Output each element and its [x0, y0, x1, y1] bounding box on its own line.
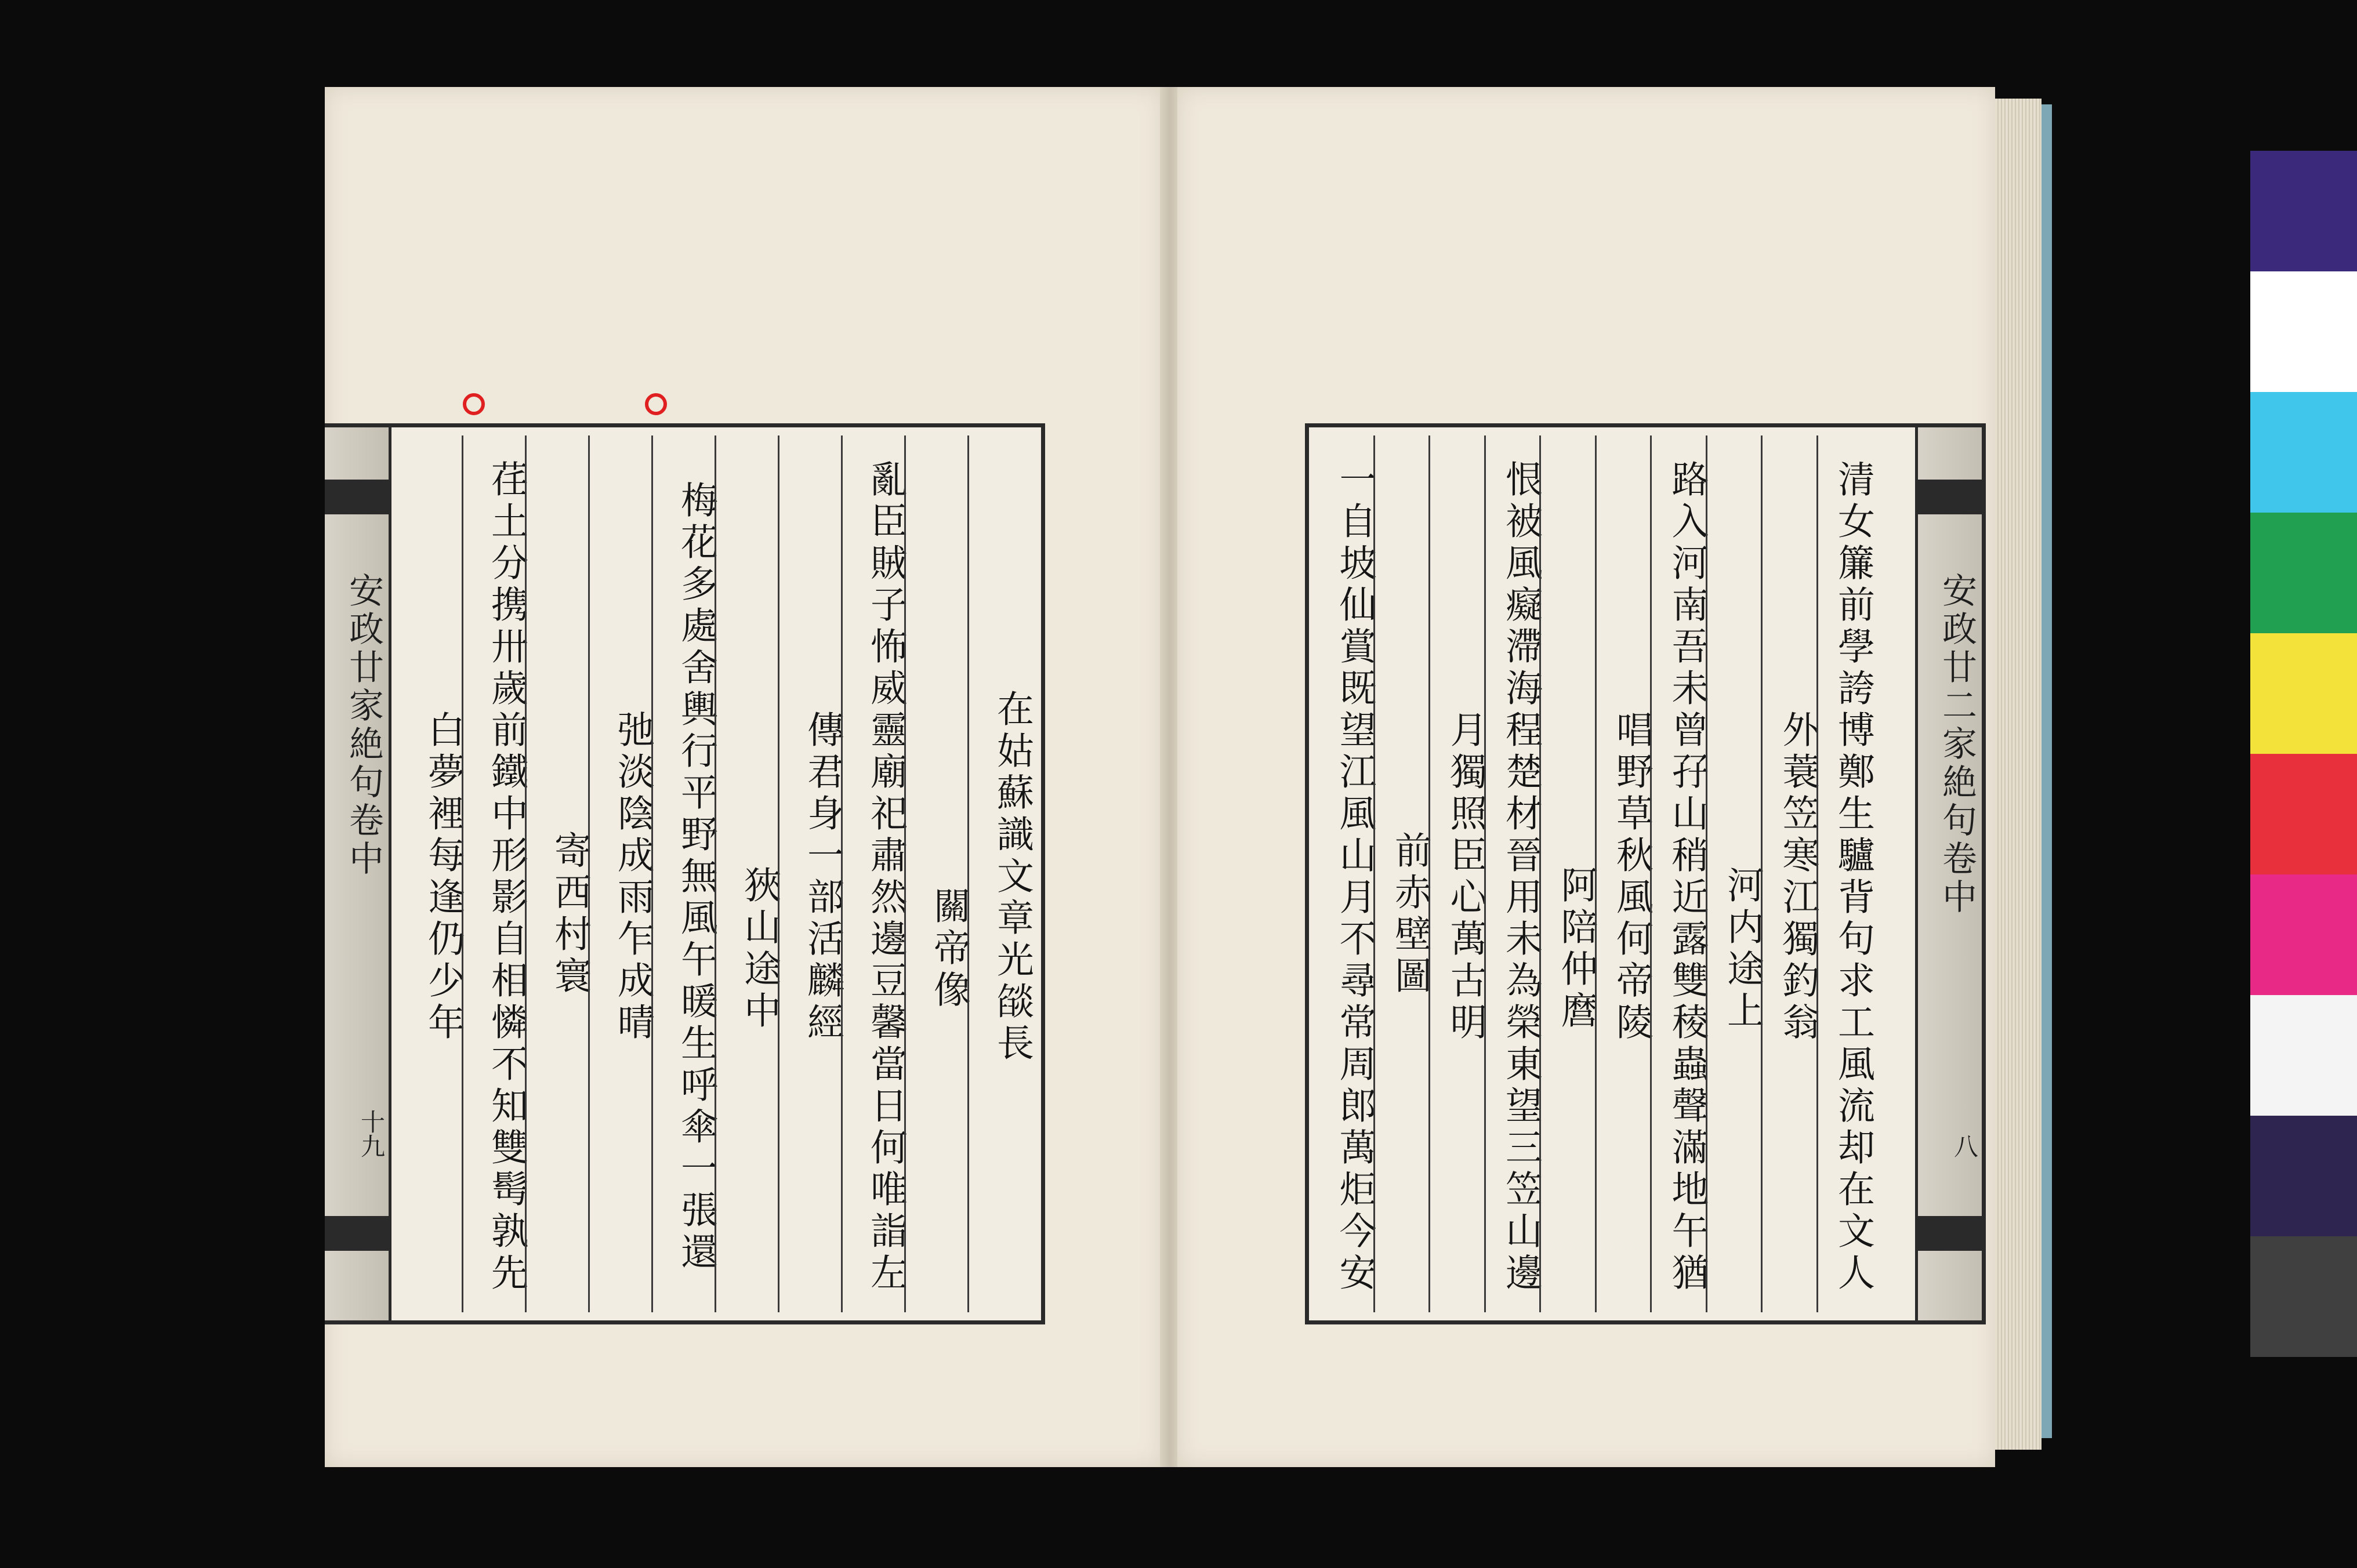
- text-column: 白夢裡每逢仍少年: [422, 710, 465, 1044]
- left-margin-strip: [325, 427, 391, 1320]
- book-spread: [325, 87, 2076, 1467]
- left-margin-title: 安政廿家絶句卷中: [343, 572, 384, 879]
- text-column: 傳君身一部活麟經: [778, 435, 841, 1312]
- right-page-number: 八: [1950, 1134, 1979, 1158]
- cover-edge: [2041, 104, 2052, 1438]
- color-swatch: [2250, 1236, 2357, 1357]
- red-circle-mark: [463, 393, 485, 415]
- poem-title: 河内途上: [1706, 435, 1761, 1312]
- color-swatch: [2250, 633, 2357, 754]
- poem-title: 前赤壁圖: [1373, 435, 1429, 1312]
- color-swatch: [2250, 392, 2357, 513]
- left-text-frame: [325, 423, 1045, 1324]
- text-column: 清女簾前學誇博鄭生驢背句求工風流却在文人: [1816, 435, 1872, 1312]
- text-column: 荏土分携卅歲前鐵中形影自相憐不知雙髩孰先: [462, 435, 525, 1312]
- book-gutter: [1160, 87, 1180, 1467]
- poem-title: 狹山途中: [715, 435, 778, 1312]
- color-swatch: [2250, 874, 2357, 995]
- fishtail-bottom-mark: [325, 1216, 389, 1251]
- fishtail-top-mark: [325, 480, 389, 514]
- right-margin-title: 安政廿二家絶句卷中: [1937, 572, 1977, 917]
- text-column: 在姑蘇識文章光燄長: [967, 435, 1031, 1312]
- text-column: 唱野草秋風何帝陵: [1595, 435, 1651, 1312]
- text-column: 外蓑笠寒江獨釣翁: [1761, 435, 1816, 1312]
- right-text-frame: [1305, 423, 1986, 1324]
- text-column: 月獨照臣心萬古明: [1428, 435, 1484, 1312]
- text-column: 梅花多處舍輿行平野無風午暖生呼傘一張還: [651, 435, 715, 1312]
- color-swatch: [2250, 995, 2357, 1116]
- poem-title: 關帝像: [904, 435, 967, 1312]
- poem-title: 阿陪仲麿: [1539, 435, 1595, 1312]
- left-columns: [400, 435, 1034, 1312]
- color-swatch: [2250, 754, 2357, 874]
- right-columns: [1319, 435, 1872, 1312]
- text-column: 一自坡仙賞既望江風山月不尋常周郎萬炬今安: [1333, 460, 1376, 1295]
- color-swatch: [2250, 151, 2357, 271]
- right-margin-strip: [1915, 427, 1982, 1320]
- color-calibration-card: [2250, 151, 2357, 1357]
- text-column: 恨被風癡滯海程楚材晉用未為榮東望三笠山邊: [1484, 435, 1540, 1312]
- fishtail-bottom-mark: [1918, 1216, 1982, 1251]
- color-swatch: [2250, 513, 2357, 633]
- text-column: 弛淡陰成雨乍成晴: [588, 435, 651, 1312]
- color-swatch: [2250, 1116, 2357, 1236]
- color-swatch: [2250, 271, 2357, 392]
- poem-title: 寄西村寰: [525, 435, 588, 1312]
- page-edges: [1995, 99, 2041, 1450]
- red-circle-mark: [645, 393, 667, 415]
- left-page-number: 十九: [357, 1109, 386, 1158]
- text-column: 路入河南吾未曾孖山稍近露雙稜蟲聲滿地午猶: [1650, 435, 1706, 1312]
- fishtail-top-mark: [1918, 480, 1982, 514]
- text-column: 亂臣賊子怖威靈廟祀肅然邊豆馨當日何唯詣左: [841, 435, 904, 1312]
